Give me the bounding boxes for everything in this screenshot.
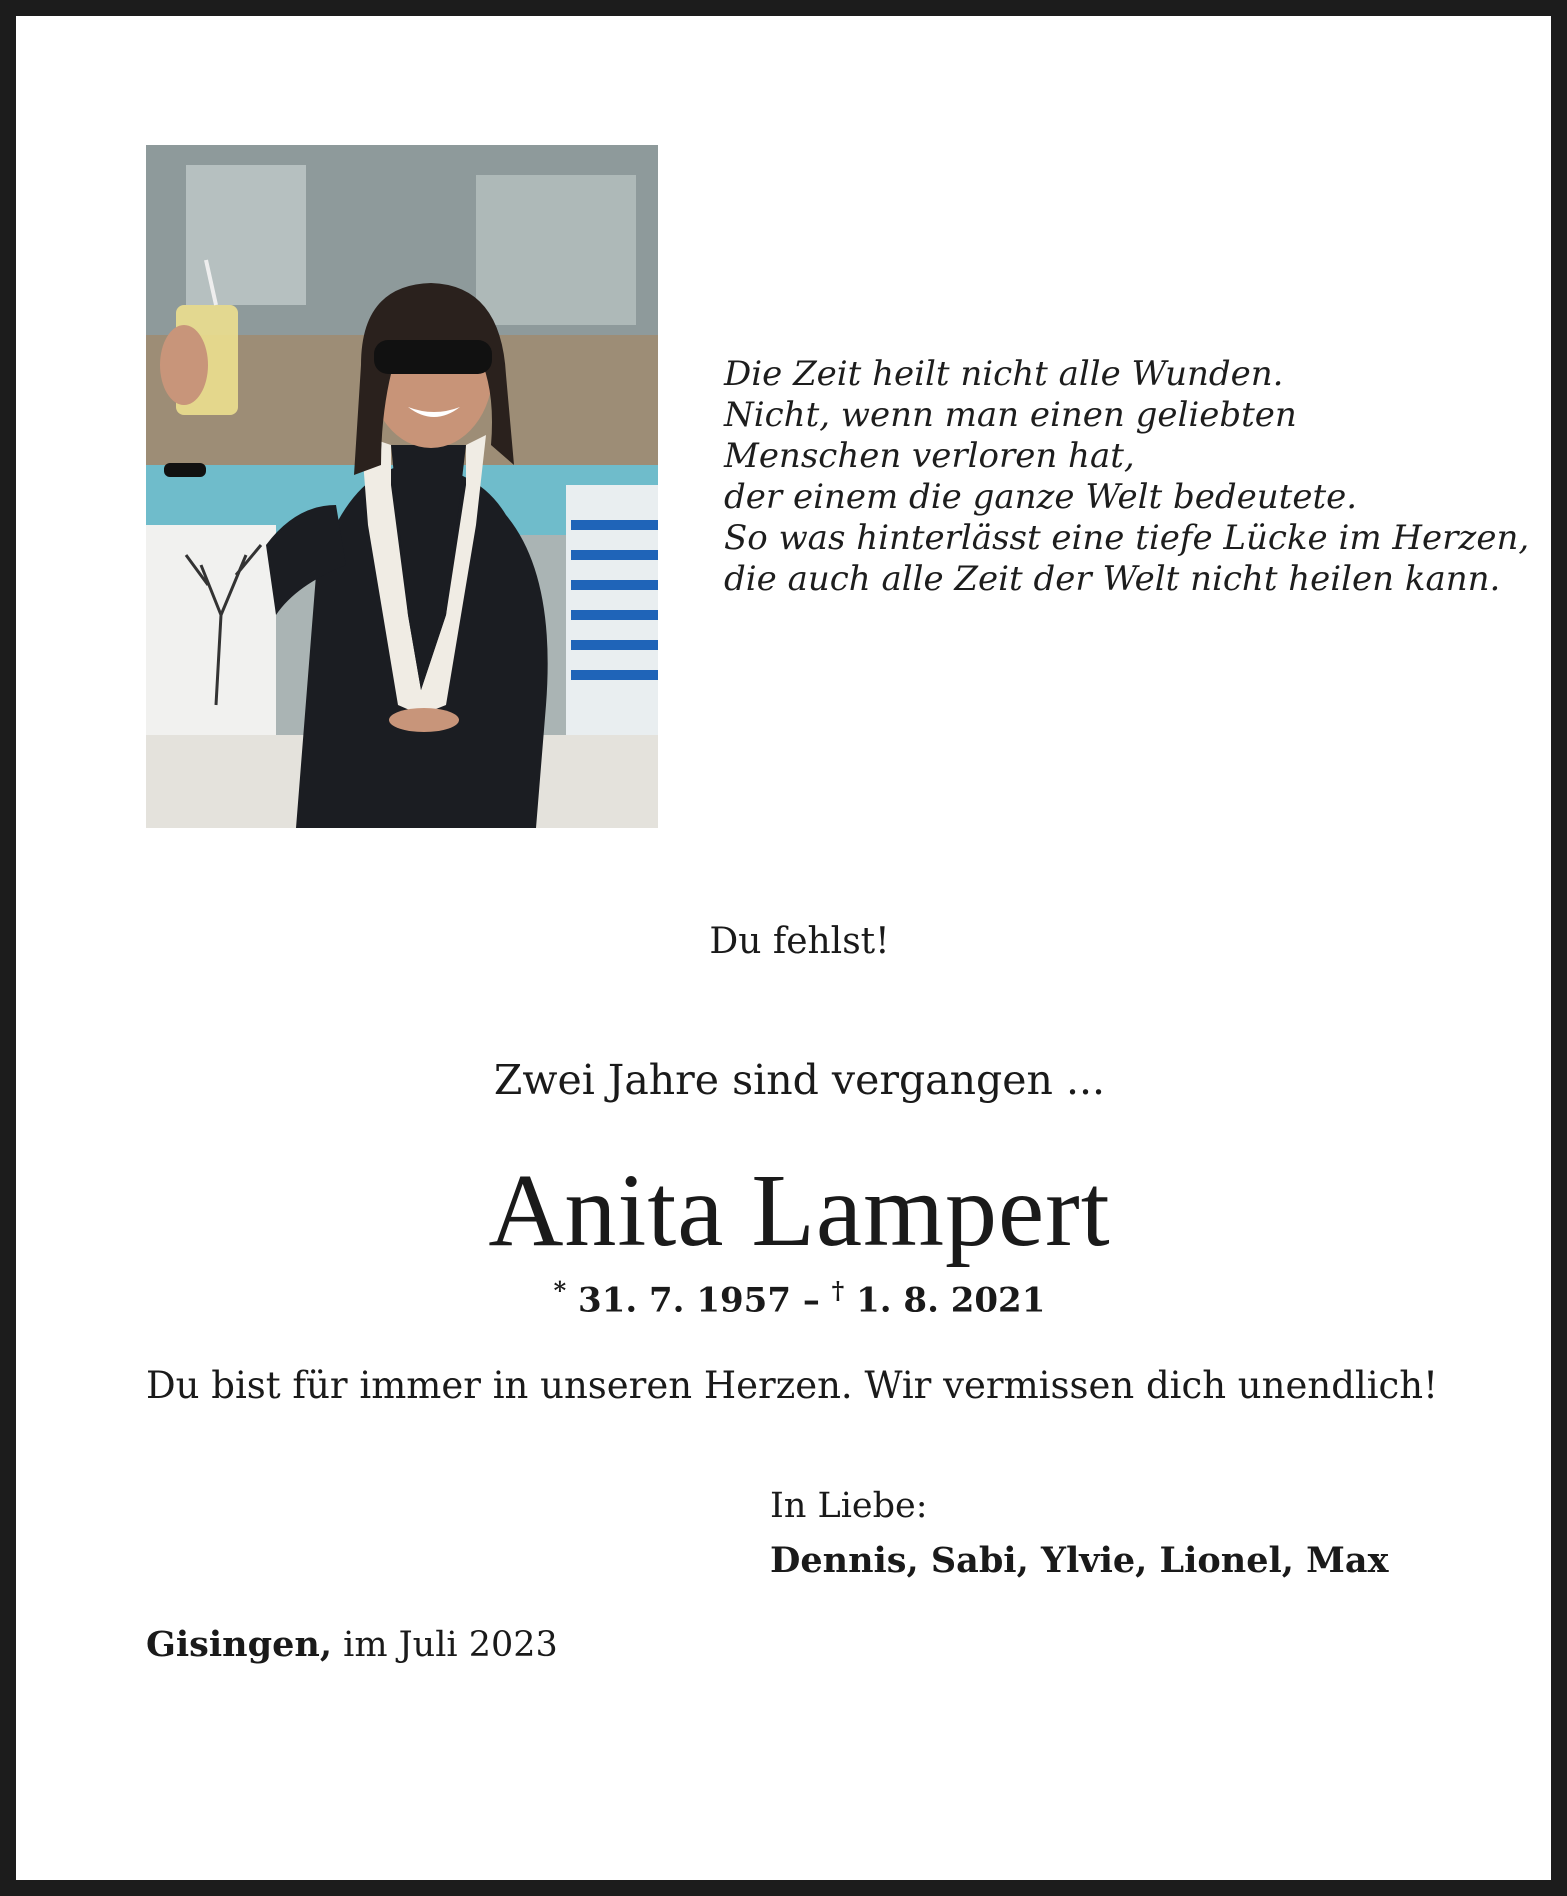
birth-symbol: * [553,1276,567,1305]
portrait-photo-icon [146,145,658,828]
deceased-name: Anita Lampert [488,1153,1111,1268]
memorial-quote [724,354,1544,600]
death-date: 1. 8. 2021 [856,1280,1046,1321]
quote-line: Die Zeit heilt nicht alle Wunden. [724,354,1284,394]
quote-line: Menschen verloren hat, [724,436,1135,476]
memorial-message: Du bist für immer in unseren Herzen. Wir vermissen dich unendlich! [146,1364,1438,1407]
quote-line: der einem die ganze Welt bedeutete. [724,477,1358,517]
missing-text: Du fehlst! [709,921,890,962]
birth-date: 31. 7. 1957 [578,1280,791,1321]
date-separator: – [790,1280,832,1321]
quote-line: Nicht, wenn man einen geliebten [724,395,1297,435]
signature-names: Dennis, Sabi, Ylvie, Lionel, Max [770,1540,1389,1581]
life-dates [16,1276,1567,1320]
place-date: im Juli 2023 [332,1625,558,1665]
quote-line: die auch alle Zeit der Welt nicht heilen kann. [724,559,1501,599]
signature-label: In Liebe: [770,1486,928,1526]
portrait-photo [146,145,658,828]
place-town: Gisingen, [146,1624,333,1665]
place-and-date [146,1624,558,1665]
quote-line: So was hinterlässt eine tiefe Lücke im Herzen, [724,518,1530,558]
death-symbol: † [831,1276,845,1305]
intro-text: Zwei Jahre sind vergangen ... [493,1056,1106,1104]
